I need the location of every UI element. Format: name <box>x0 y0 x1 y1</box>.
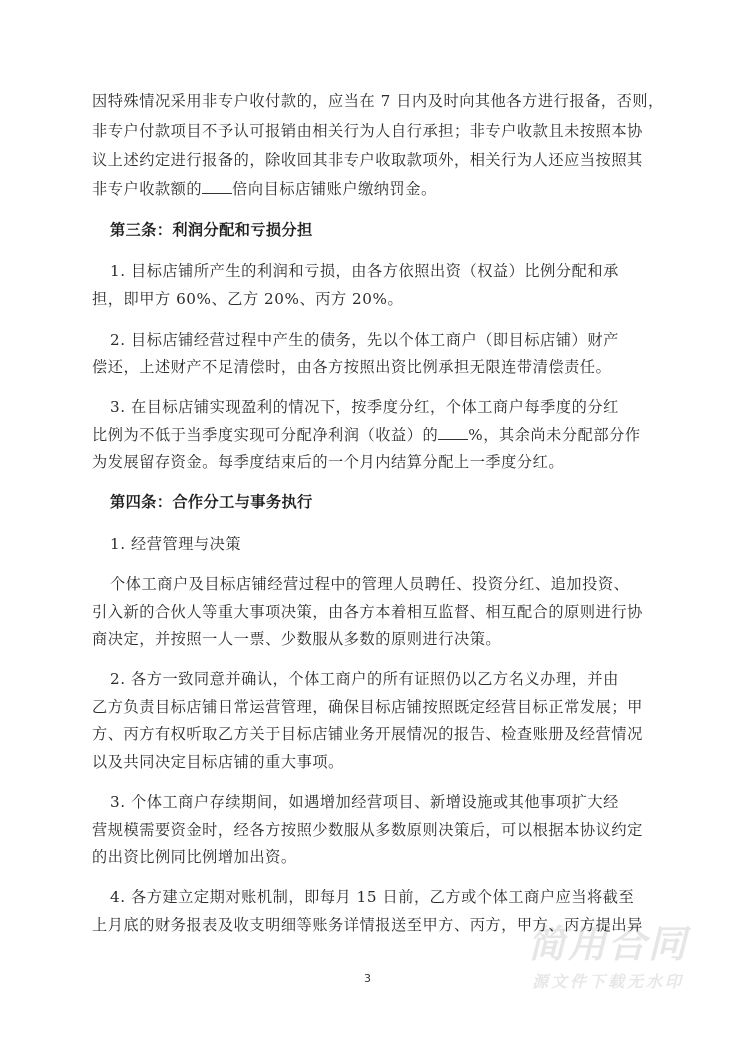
paragraph-line: 偿还，上述财产不足清偿时，由各方按照出资比例承担无限连带清偿责任。 <box>92 358 612 376</box>
page-number: 3 <box>364 972 371 985</box>
paragraph-line: 上月底的财务报表及收支明细等账务详情报送至甲方、丙方，甲方、丙方提出异 <box>92 916 643 934</box>
paragraph-line: 2. 目标店铺经营过程中产生的债务，先以个体工商户（即目标店铺）财产 <box>110 331 619 349</box>
paragraph-line: 4. 各方建立定期对账机制，即每月 15 日前，乙方或个体工商户应当将截至 <box>110 888 635 906</box>
paragraph-line: 议上述约定进行报备的，除收回其非专户收取款项外，相关行为人还应当按照其 <box>92 151 643 169</box>
paragraph-line: 担，即甲方 60%、乙方 20%、丙方 20%。 <box>92 290 404 308</box>
paragraph-line: 2. 各方一致同意并确认，个体工商户的所有证照仍以乙方名义办理，并由 <box>110 670 619 688</box>
paragraph-line: 的出资比例同比例增加出资。 <box>92 848 297 866</box>
section-heading-article-3: 第三条：利润分配和亏损分担 <box>110 221 313 239</box>
paragraph-line: 商决定，并按照一人一票、少数服从多数的原则进行决策。 <box>92 630 502 648</box>
fill-in-blank-dividend-percent[interactable] <box>438 425 468 440</box>
text-fragment: %，其余尚未分配部分作 <box>468 426 641 444</box>
paragraph-line: 因特殊情况采用非专户收付款的，应当在 7 日内及时向其他各方进行报备，否则， <box>92 92 664 110</box>
paragraph-line <box>92 425 641 445</box>
watermark-sub-text: 源文件下载无水印 <box>531 972 684 991</box>
paragraph-line: 引入新的合伙人等重大事项决策，由各方本着相互监督、相互配合的原则进行协 <box>92 603 643 621</box>
paragraph-line: 非专户付款项目不予认可报销由相关行为人自行承担；非专户收款且未按照本协 <box>92 122 643 140</box>
watermark-main-text: 简用合同 <box>527 922 688 966</box>
paragraph-line: 3. 在目标店铺实现盈利的情况下，按季度分红，个体工商户每季度的分红 <box>110 398 619 416</box>
text-fragment: 非专户收款额的 <box>92 180 203 198</box>
paragraph-line: 个体工商户及目标店铺经营过程中的管理人员聘任、投资分红、追加投资、 <box>110 575 630 593</box>
paragraph-line <box>92 179 632 199</box>
fill-in-blank-multiplier[interactable] <box>202 179 232 194</box>
paragraph-line: 乙方负责目标店铺日常运营管理，确保目标店铺按照既定经营目标正常发展；甲 <box>92 698 643 716</box>
paragraph-line: 为发展留存资金。每季度结束后的一个月内结算分配上一季度分红。 <box>92 453 565 471</box>
text-fragment: 比例为不低于当季度实现可分配净利润（收益）的 <box>92 426 439 444</box>
section-heading-article-4: 第四条：合作分工与事务执行 <box>110 493 313 511</box>
paragraph-line: 以及共同决定目标店铺的重大事项。 <box>92 753 344 771</box>
subsection-title: 1. 经营管理与决策 <box>110 535 242 553</box>
paragraph-line: 3. 个体工商户存续期间，如遇增加经营项目、新增设施或其他事项扩大经 <box>110 793 619 811</box>
text-fragment: 倍向目标店铺账户缴纳罚金。 <box>232 180 437 198</box>
paragraph-line: 方、丙方有权听取乙方关于目标店铺业务开展情况的报告、检查账册及经营情况 <box>92 725 643 743</box>
paragraph-line: 1. 目标店铺所产生的利润和亏损，由各方依照出资（权益）比例分配和承 <box>110 262 619 280</box>
paragraph-line: 营规模需要资金时，经各方按照少数服从多数原则决策后，可以根据本协议约定 <box>92 821 643 839</box>
